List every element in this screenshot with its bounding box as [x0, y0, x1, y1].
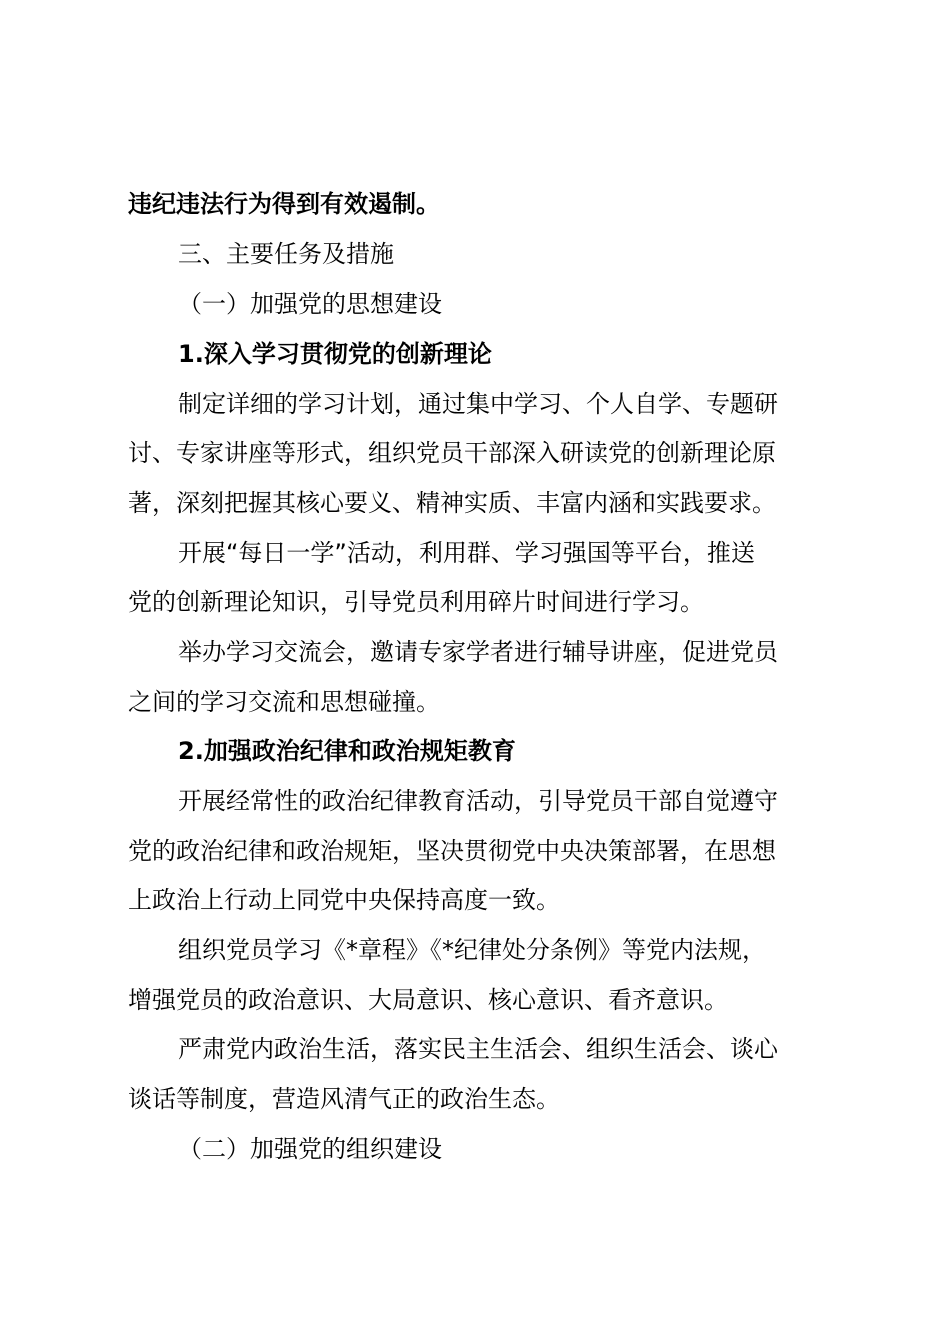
body-text-line: 严肃党内政治生活，落实民主生活会、组织生活会、谈心 — [178, 1035, 778, 1063]
subsection-heading-ideological: （一）加强党的思想建设 — [178, 290, 442, 318]
body-text-line: 党的政治纪律和政治规矩，坚决贯彻党中央决策部署，在思想 — [128, 837, 776, 865]
body-text-line: 增强党员的政治意识、大局意识、核心意识、看齐意识。 — [128, 986, 728, 1014]
body-text-line: 开展“每日一学”活动，利用群、学习强国等平台，推送 — [178, 539, 755, 567]
body-text-line: 谈话等制度，营造风清气正的政治生态。 — [128, 1085, 560, 1113]
body-text-line: 之间的学习交流和思想碰撞。 — [128, 688, 440, 716]
section-heading-main-tasks: 三、主要任务及措施 — [178, 240, 394, 268]
body-text-line: 制定详细的学习计划，通过集中学习、个人自学、专题研 — [178, 390, 778, 418]
body-text-line: 开展经常性的政治纪律教育活动，引导党员干部自觉遵守 — [178, 787, 778, 815]
body-text-line: 讨、专家讲座等形式，组织党员干部深入研读党的创新理论原 — [128, 439, 776, 467]
body-text-line: 上政治上行动上同党中央保持高度一致。 — [128, 886, 560, 914]
body-text-line: 著，深刻把握其核心要义、精神实质、丰富内涵和实践要求。 — [128, 489, 776, 517]
item-heading-1: 1.深入学习贯彻党的创新理论 — [178, 340, 492, 368]
subsection-heading-organizational: （二）加强党的组织建设 — [178, 1135, 442, 1163]
paragraph-continuation-line: 违纪违法行为得到有效遏制。 — [128, 190, 440, 218]
body-text-line: 举办学习交流会，邀请专家学者进行辅导讲座，促进党员 — [178, 638, 778, 666]
body-text-line: 党的创新理论知识，引导党员利用碎片时间进行学习。 — [128, 588, 704, 616]
body-text-line: 组织党员学习《*章程》《*纪律处分条例》等党内法规， — [178, 936, 766, 964]
item-heading-2: 2.加强政治纪律和政治规矩教育 — [178, 737, 516, 765]
